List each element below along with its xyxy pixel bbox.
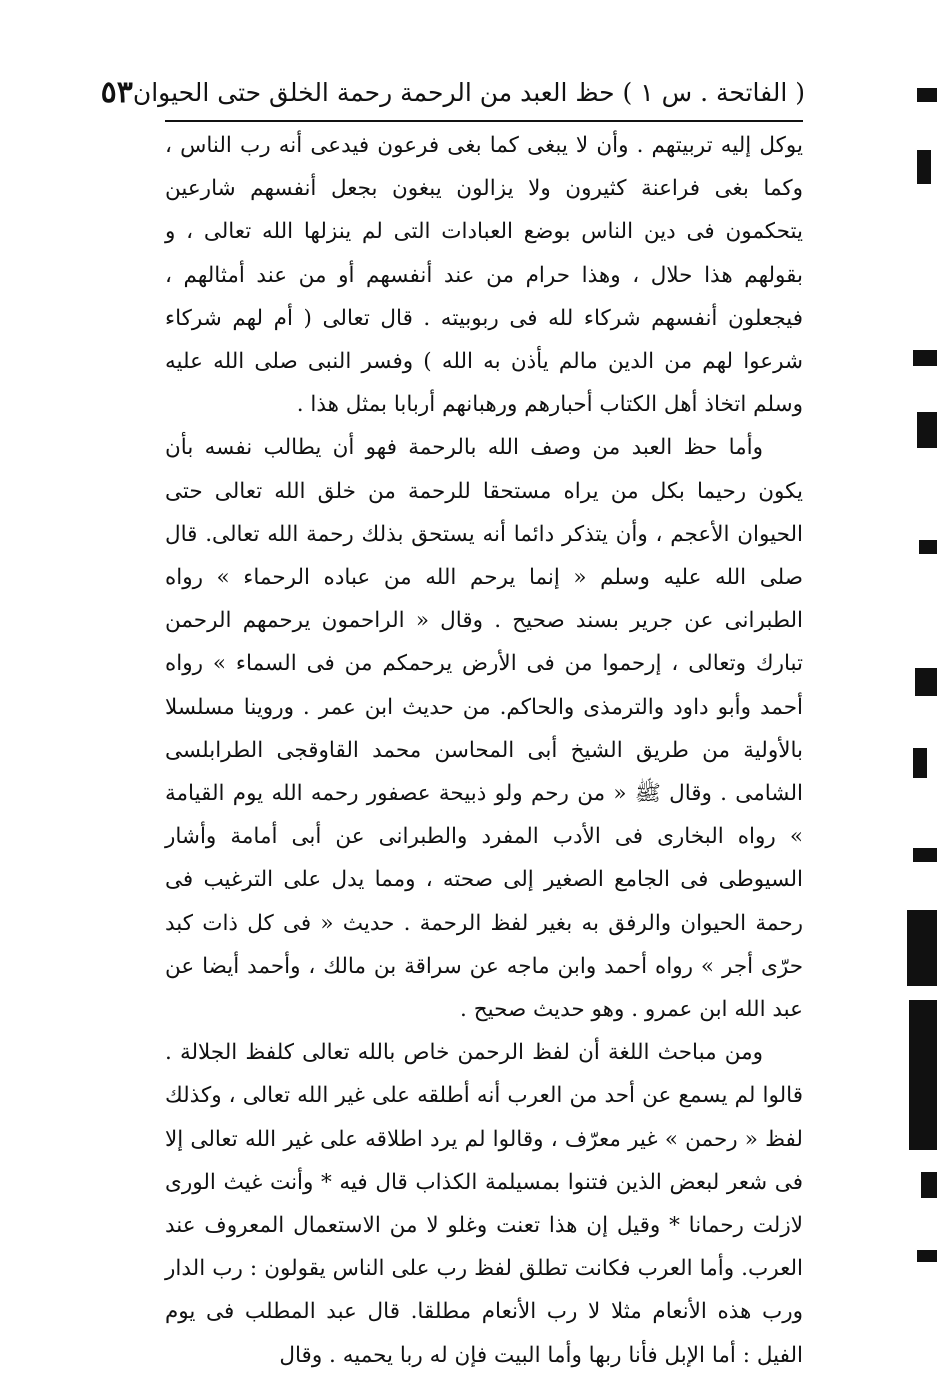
text-line: على الناس يقولون : رب الدار ورب هذه الأنعام مثلا لا رب الأنعام مطلقا. قال [165,1256,803,1325]
text-line: بوضع العبادات التى لم ينزلها الله تعالى ، و بقولهم هذا حلال ، وهذا حرام من عند [165,219,803,288]
paragraph [165,124,803,426]
text-line: ( أم لهم شركاء شرعوا لهم من الدين مالم يأذن به الله ) وفسر النبى صلى الله عليه وسلم [165,305,803,418]
header-rule [165,120,803,122]
text-line: الرحمن تبارك وتعالى ، إرحموا من فى الأرض يرحمكم من فى السماء » رواه أحمد [165,608,803,720]
page-number: ٥٣ [100,74,133,110]
scan-edge-mark [921,1172,937,1198]
text-line: فى رحمة الحيوان والرفق به بغير لفظ الرحمة . حديث « فى كل ذات كبد حرّى [165,867,803,979]
text-line: وأما حظ العبد من وصف الله بالرحمة فهو أن يطالب نفسه بأن يكون رحيما [165,435,803,504]
scan-edge-mark [917,150,931,184]
text-line: ومن مباحث اللغة أن لفظ الرحمن خاص بالله تعالى كلفظ الجلالة . قالوا لم [165,1040,803,1109]
body-text [165,124,803,1377]
scan-edge-mark [909,1000,937,1150]
text-line: عن أبى أمامة وأشار السيوطى فى الجامع الصغير إلى صحته ، ومما يدل على الترغيب [165,824,803,893]
scan-edge-mark [913,350,937,366]
text-line: طريق الشيخ أبى المحاسن محمد القاوقجى الطرابلسى الشامى . وقال ﷺ « من [165,737,803,807]
scan-edge-mark [913,848,937,862]
text-line: غير معرّف ، وقالوا لم يرد اطلاقه على غير الله تعالى إلا فى شعر لبعض الذين فتنوا [165,1126,803,1195]
scan-edge-mark [917,412,937,448]
scan-edge-mark [907,910,937,986]
paragraph [165,1031,803,1377]
text-line: عبد المطلب فى يوم الفيل : أما الإبل فأنا ربها وأما البيت فإن له ربا يحميه . وقال [165,1299,803,1368]
text-line: عباده الرحماء » رواه الطبرانى عن جرير بسند صحيح . وقال « الراحمون يرحمهم [165,565,803,634]
text-line: بمسيلمة الكذاب قال فيه * وأنت غيث الورى لازلت رحمانا * وقيل إن هذا تعنت [165,1169,803,1239]
text-line: دائما أنه يستحق بذلك رحمة الله تعالى. قال صلى الله عليه وسلم « إنما يرحم الله من [165,521,803,591]
text-line: ابن عمرو . وهو حديث صحيح . [460,997,728,1023]
text-line: أنفسهم أو من عند أمثالهم ، فيجعلون أنفسهم شركاء لله فى ربوبيته . قال تعالى [165,262,803,331]
text-line: يوكل إليه تربيتهم . وأن لا يبغى كما بغى فرعون فيدعى أنه رب الناس ، وكما بغى [165,133,803,202]
header-title: ( الفاتحة . س ١ ) حظ العبد من الرحمة رحمة الخلق حتى الحيوان [132,77,805,107]
text-line: وغلو لا من الاستعمال المعروف عند العرب. وأما العرب فكانت تطلق لفظ رب [165,1213,803,1282]
text-line: يسمع عن أحد من العرب أنه أطلقه على غير الله تعالى ، وكذلك لفظ « رحمن » [165,1083,803,1152]
scan-edge-mark [917,1250,937,1262]
text-line: بكل من يراه مستحقا للرحمة من خلق الله تعالى حتى الحيوان الأعجم ، وأن يتذكر [165,478,803,547]
scan-edge-mark [917,88,937,102]
scan-edge-mark [913,748,927,778]
text-line: رحم ولو ذبيحة عصفور رحمه الله يوم القيامة » رواه البخارى فى الأدب المفرد والطبرانى [165,781,803,850]
paragraph [165,426,803,1031]
scan-edge-mark [919,540,937,554]
text-line: اتخاذ أهل الكتاب أحبارهم ورهبانهم أربابا بمثل هذا . [296,392,747,418]
text-line: أجر » رواه أحمد وابن ماجه عن سراقة بن مالك ، وأحمد أيضا عن عبد الله [165,953,803,1023]
text-line: وأبو داود والترمذى والحاكم. من حديث ابن عمر . وروينا مسلسلا بالأولية من [165,694,804,763]
running-header [100,70,805,114]
text-line: فراعنة كثيرون ولا يزالون يبغون بجعل أنفسهم شارعين يتحكمون فى دين الناس [165,176,803,245]
scan-edge-mark [915,668,937,696]
